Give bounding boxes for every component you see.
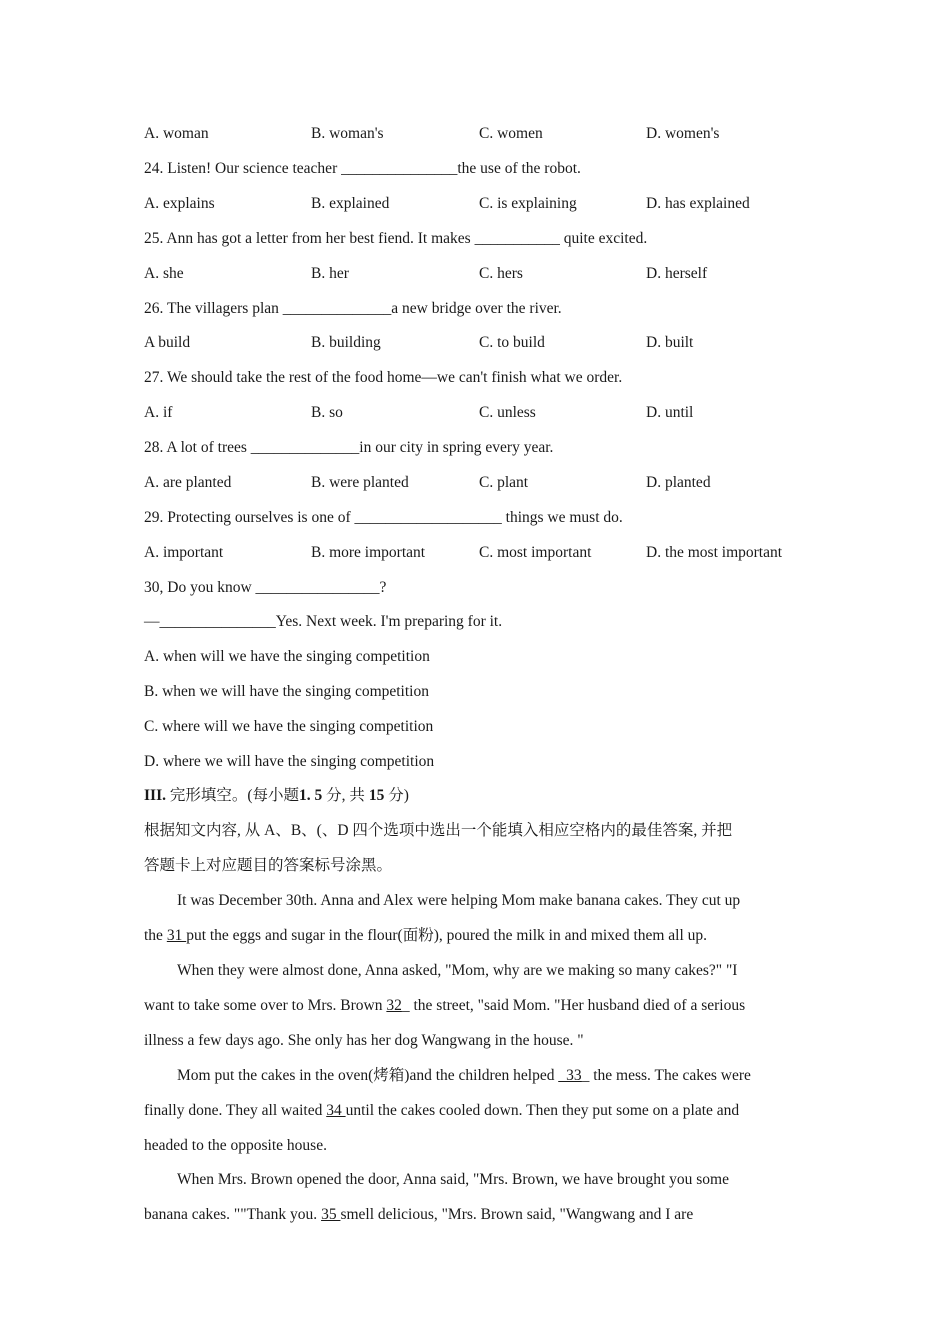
q30-option-d: D. where we will have the singing competition [144,753,435,770]
text-run: the [144,927,167,944]
q23-option-d: D. women's [646,125,720,142]
q29-option-c: C. most important [479,544,592,561]
q25-stem: 25. Ann has got a letter from her best fiend. It makes ___________ quite excited. [144,230,648,247]
section-title-a: 完形填空。(每小题 [169,787,300,804]
text-run: Mom put the cakes in the oven(烤箱)and the children helped [177,1067,559,1084]
section-score-each: 1. 5 [299,787,323,804]
q30-option-b: B. when we will have the singing competition [144,683,429,700]
blank-34: 34 [326,1102,346,1119]
q28-option-a: A. are planted [144,474,232,491]
section-total: 15 [368,787,385,804]
q29-option-d: D. the most important [646,544,783,561]
passage-p2-line3: illness a few days ago. She only has her dog Wangwang in the house. " [144,1032,584,1049]
q30-stem: 30, Do you know ________________? [144,579,387,596]
q23-option-c: C. women [479,125,543,142]
q25-option-c: C. hers [479,265,523,282]
text-run: want to take some over to Mrs. Brown [144,997,387,1014]
q27-stem: 27. We should take the rest of the food home—we can't finish what we order. [144,369,623,386]
passage-p4-line1: When Mrs. Brown opened the door, Anna said, "Mrs. Brown, we have brought you some [177,1171,729,1188]
q27-option-c: C. unless [479,404,536,421]
passage-p3-line3: headed to the opposite house. [144,1137,327,1154]
text-run: banana cakes. ""Thank you. [144,1206,322,1223]
passage-p3-line1 [177,1066,751,1086]
section-title-b: 分, [326,787,346,804]
text-run: finally done. They all waited [144,1102,327,1119]
text-run: _ the street, "said Mom. "Her husband died of a serious [401,997,746,1014]
q25-option-b: B. her [311,265,349,282]
blank-33: _33 [558,1067,582,1084]
q30-option-a: A. when will we have the singing competition [144,648,430,665]
passage-p2-line1: When they were almost done, Anna asked, "Mom, why are we making so many cakes?" "I [177,962,738,979]
q29-option-b: B. more important [311,544,426,561]
q24-stem: 24. Listen! Our science teacher _______________the use of the robot. [144,160,581,177]
q25-option-d: D. herself [646,265,708,282]
q26-stem: 26. The villagers plan ______________a new bridge over the river. [144,300,562,317]
q25-option-a: A. she [144,265,184,282]
blank-31: 31 [166,927,187,944]
q29-option-a: A. important [144,544,224,561]
q23-option-a: A. woman [144,125,209,142]
text-run: smell delicious, "Mrs. Brown said, "Wangwang and I are [340,1206,694,1223]
q24-option-b: B. explained [311,195,390,212]
q24-option-c: C. is explaining [479,195,577,212]
q27-option-d: D. until [646,404,694,421]
q26-option-b: B. building [311,334,381,351]
section-heading [144,786,409,806]
q24-option-d: D. has explained [646,195,750,212]
q30-option-c: C. where will we have the singing competition [144,718,434,735]
text-run: _ the mess. The cakes were [581,1067,751,1084]
blank-35: 35 [321,1206,341,1223]
q27-option-b: B. so [311,404,343,421]
section-instructions-1: 根据知文内容, 从 A、B、(、D 四个选项中选出一个能填入相应空格内的最佳答案, 并把 [144,822,733,839]
q26-option-c: C. to build [479,334,545,351]
q30-reply: —_______________Yes. Next week. I'm preparing for it. [144,613,503,630]
q28-option-c: C. plant [479,474,529,491]
q28-stem: 28. A lot of trees ______________in our city in spring every year. [144,439,554,456]
q29-stem: 29. Protecting ourselves is one of ___________________ things we must do. [144,509,623,526]
q27-option-a: A. if [144,404,173,421]
text-run: until the cakes cooled down. Then they put some on a plate and [345,1102,740,1119]
blank-32: 32 [386,997,402,1014]
section-title-c: 共 [349,787,365,804]
passage-p1-line1: It was December 30th. Anna and Alex were helping Mom make banana cakes. They cut up [177,892,741,909]
passage-p4-line2 [144,1205,693,1225]
q24-option-a: A. explains [144,195,215,212]
passage-p1-line2 [144,926,707,946]
q26-option-d: D. built [646,334,694,351]
section-number: III. [144,787,166,804]
q28-option-b: B. were planted [311,474,409,491]
section-title-d: 分) [388,787,409,804]
q28-option-d: D. planted [646,474,711,491]
q23-option-b: B. woman's [311,125,384,142]
section-instructions-2: 答题卡上对应题目的答案标号涂黑。 [144,857,393,874]
passage-p2-line2 [144,996,745,1016]
text-run: put the eggs and sugar in the flour(面粉), poured the milk in and mixed them all up. [186,927,708,944]
q26-option-a: A build [144,334,191,351]
passage-p3-line2 [144,1101,739,1121]
